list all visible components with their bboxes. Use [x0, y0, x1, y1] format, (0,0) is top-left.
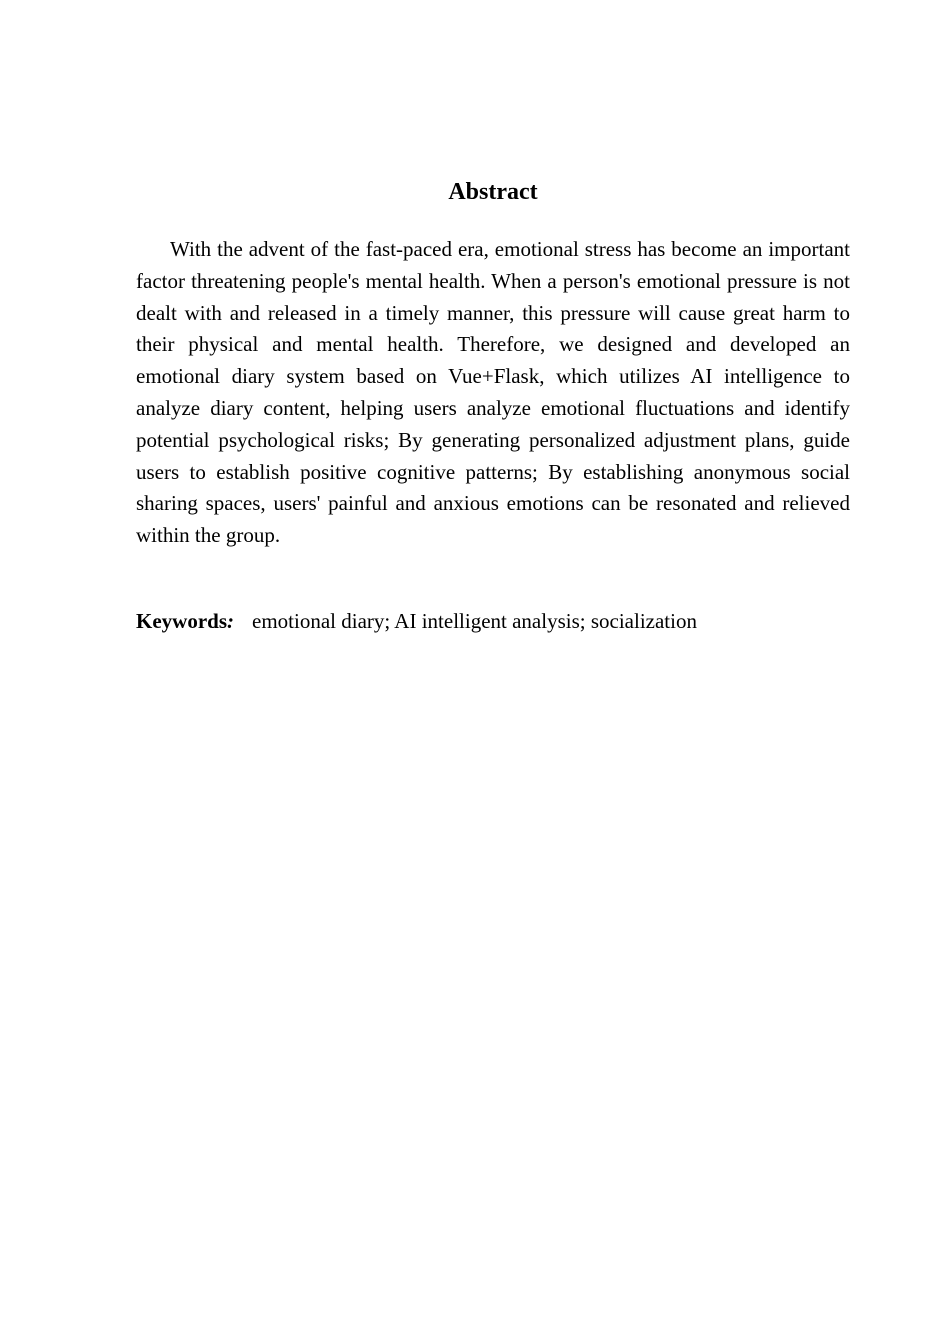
keywords-line	[136, 606, 850, 637]
abstract-body: With the advent of the fast-paced era, emotional stress has become an important factor threatening people's mental health. When a person's emotional pressure is not dealt with and released in a timely manner, this pressure will cause great harm to their physical and mental health. Therefore, we designed and developed an emotional diary system based on Vue+Flask, which utilizes AI intelligence to analyze diary content, helping users analyze emotional fluctuations and identify potential psychological risks; By generating personalized adjustment plans, guide users to establish positive cognitive patterns; By establishing anonymous social sharing spaces, users' painful and anxious emotions can be resonated and relieved within the group.	[136, 237, 850, 548]
keywords-label: Keywords	[136, 609, 227, 633]
abstract-title: Abstract	[448, 179, 538, 205]
keywords-value: emotional diary; AI intelligent analysis; socialization	[252, 609, 697, 633]
keywords-separator: :	[227, 609, 234, 633]
